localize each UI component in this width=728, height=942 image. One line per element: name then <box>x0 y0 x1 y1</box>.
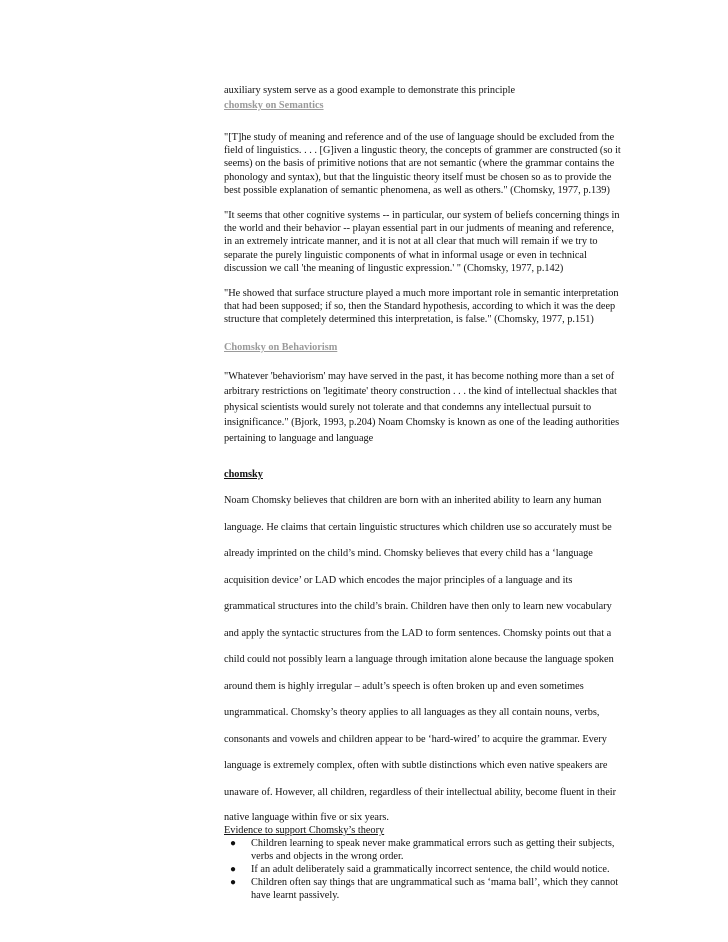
body-paragraph <box>224 488 644 806</box>
body-line: unaware of. However, all children, regardless of their intellectual ability, become fluent in their <box>224 786 617 798</box>
evidence-heading: Evidence to support Chomsky’s theory <box>224 825 385 837</box>
quote-line: "Whatever 'behaviorism' may have served in the past, it has become nothing more than a set of <box>224 370 615 382</box>
list-item-line: If an adult deliberately said a grammatically incorrect sentence, the child would notice. <box>251 864 610 876</box>
quote-line: separate the purely linguistic components of what in informal usage or even in technical <box>224 249 587 261</box>
list-item-line: Children learning to speak never make grammatical errors such as getting their subjects, <box>251 838 615 850</box>
body-line: ungrammatical. Chomsky’s theory applies to all languages as they all contain nouns, verbs, <box>224 707 600 719</box>
body-line: around them is highly irregular – adult’s speech is often broken up and even sometimes <box>224 680 584 692</box>
list-item-line: verbs and objects in the wrong order. <box>251 851 404 863</box>
body-line: and apply the syntactic structures from the LAD to form sentences. Chomsky points out that a <box>224 627 612 639</box>
section-heading-behaviorism[interactable]: Chomsky on Behaviorism <box>224 341 338 353</box>
list-item-line: Children often say things that are ungrammatical such as ‘mama ball’, which they cannot <box>251 877 619 889</box>
evidence-list <box>224 837 644 902</box>
bullet-icon: ● <box>230 838 237 850</box>
body-line: consonants and vowels and children appear to be ‘hard-wired’ to acquire the grammar. Every <box>224 733 607 745</box>
body-line: acquisition device’ or LAD which encodes the major principles of a language and its <box>224 574 573 586</box>
body-line: already imprinted on the child’s mind. Chomsky believes that every child has a ‘language <box>224 548 593 560</box>
bullet-icon: ● <box>230 864 237 876</box>
quote-line: best possible explanation of semantic phenomena, as well as others." (Chomsky, 1977, p.139) <box>224 184 610 196</box>
list-item <box>224 876 644 902</box>
quote-line: the world and their behavior -- playan essential part in our judments of meaning and reference, <box>224 223 614 235</box>
bullet-icon: ● <box>230 877 237 889</box>
quote-line: seems) on the basis of primitive notions that are not semantic (where the grammar contains the <box>224 158 615 170</box>
list-item <box>224 863 644 876</box>
quote-line: physical scientists would surely not tolerate and that condemns any intellectual pursuit to <box>224 401 592 413</box>
quote-line: in an extremely intricate manner, and it is not at all clear that much will remain if we try to <box>224 236 598 248</box>
quote-line: "It seems that other cognitive systems -- in particular, our system of beliefs concerning things in <box>224 210 620 222</box>
intro-line: auxiliary system serve as a good example to demonstrate this principle <box>224 85 516 96</box>
quote-paragraph-2 <box>224 209 644 275</box>
quote-line: "He showed that surface structure played a much more important role in semantic interpretation <box>224 288 619 300</box>
list-item <box>224 837 644 863</box>
body-last-line: native language within five or six years. <box>224 812 389 824</box>
quote-paragraph-4 <box>224 369 644 447</box>
quote-line: phonology and syntax), but that the linguistic theory itself must be chosen so as to provide the <box>224 171 612 183</box>
quote-line: arbitrary restrictions on 'legitimate' theory construction . . . the kind of intellectual shackles that <box>224 386 617 398</box>
quote-line: structure that completely determined this interpretation, is false." (Chomsky, 1977, p.151) <box>224 314 594 326</box>
body-line: language. He claims that certain linguistic structures which children use so accurately must be <box>224 521 612 533</box>
section-heading-semantics[interactable]: chomsky on Semantics <box>224 100 324 111</box>
quote-line: that had been supposed; if so, then the Standard hypothesis, according to which it was the deep <box>224 301 616 313</box>
body-line: grammatical structures into the child’s brain. Children have then only to learn new vocabulary <box>224 601 612 613</box>
quote-paragraph-1 <box>224 131 644 197</box>
list-item-line: have learnt passively. <box>251 890 340 902</box>
section-heading-chomsky[interactable]: chomsky <box>224 469 263 481</box>
quote-line: field of linguistics. . . . [G]iven a lingustic theory, the concepts of grammer are constructed (so it <box>224 145 621 157</box>
body-line: Noam Chomsky believes that children are born with an inherited ability to learn any human <box>224 495 602 507</box>
quote-line: "[T]he study of meaning and reference and of the use of language should be excluded from the <box>224 132 615 143</box>
quote-line: insignificance." (Bjork, 1993, p.204) Noam Chomsky is known as one of the leading authorities <box>224 417 620 429</box>
body-line: language is extremely complex, often with subtle distinctions which even native speakers are <box>224 760 608 772</box>
body-line: child could not possibly learn a language through imitation alone because the language spoken <box>224 654 614 666</box>
quote-line: pertaining to language and language <box>224 432 374 444</box>
quote-paragraph-3 <box>224 287 644 327</box>
document-page <box>224 84 644 902</box>
quote-line: discussion we call 'the meaning of lingustic expression.' " (Chomsky, 1977, p.142) <box>224 262 564 274</box>
